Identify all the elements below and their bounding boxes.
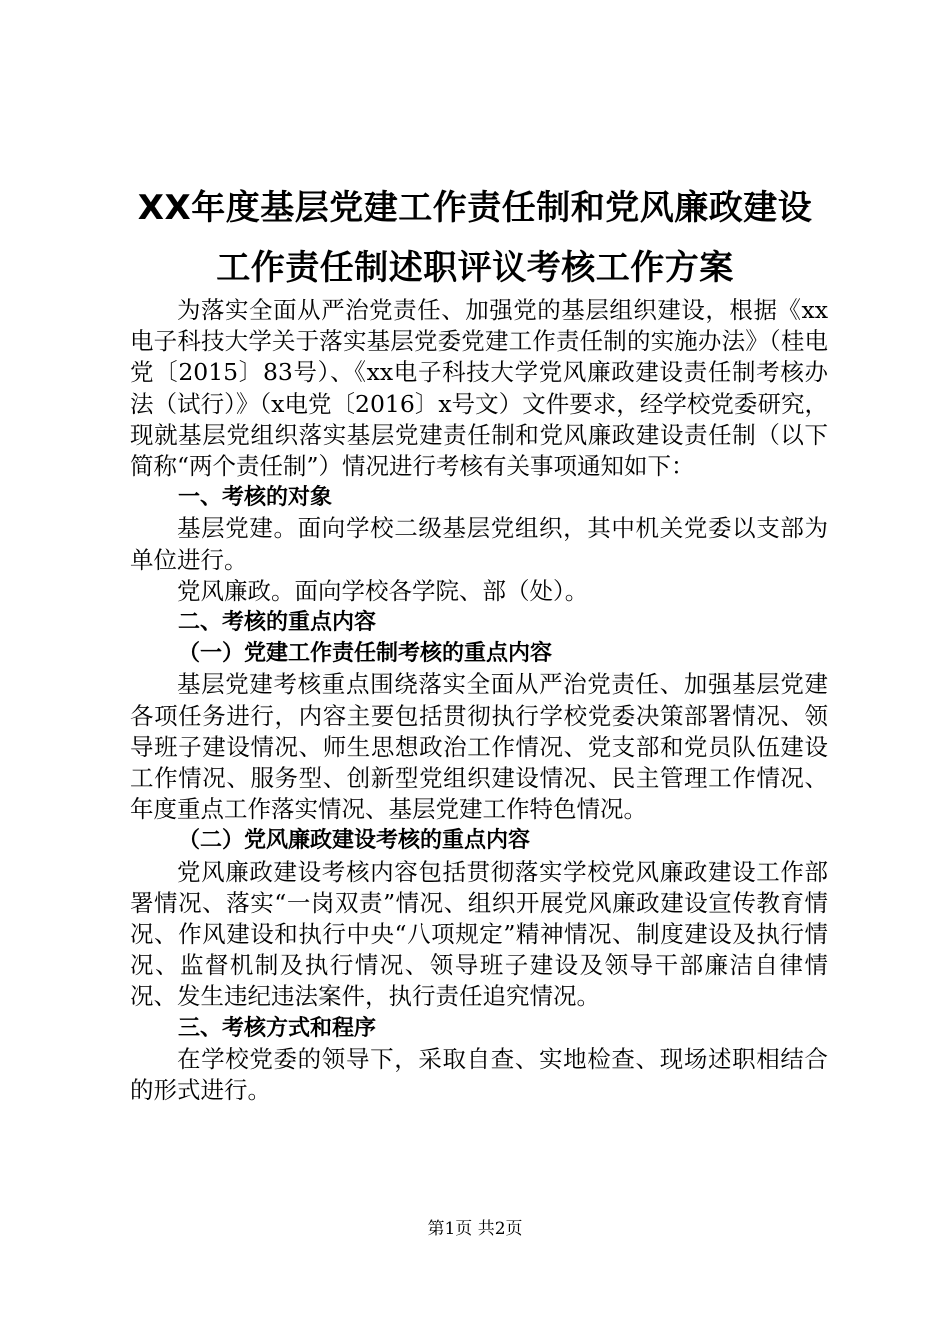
document-title-line-1: XX年度基层党建工作责任制和党风廉政建设 (137, 188, 813, 228)
section-1-paragraph-1: 基层党建。面向学校二级基层党组织，其中机关党委以支部为单位进行。 (130, 514, 828, 574)
page-number-footer: 第1页 共2页 (427, 1219, 523, 1239)
intro-paragraph: 为落实全面从严治党责任、加强党的基层组织建设，根据《xx电子科技大学关于落实基层党委党建工作责任制的实施办法》（桂电党〔2015〕83号）、《xx电子科技大学党风廉政建设责任制考核办法（试行）》（x电党〔2016〕x号文）文件要求，经学校党委研究，现就基层党组织落实基层党建责任制和党风廉政建设责任制（以下简称“两个责任制”）情况进行考核有关事项通知如下： (130, 296, 828, 481)
section-3-heading: 三、考核方式和程序 (178, 1015, 377, 1041)
section-2-sub-2-paragraph: 党风廉政建设考核内容包括贯彻落实学校党风廉政建设工作部署情况、落实“一岗双责”情况、组织开展党风廉政建设宣传教育情况、作风建设和执行中央“八项规定”精神情况、制度建设及执行情况、监督机制及执行情况、领导班子建设及领导干部廉洁自律情况、发生违纪违法案件，执行责任追究情况。 (130, 857, 828, 1011)
section-2-heading: 二、考核的重点内容 (178, 610, 377, 636)
section-2-subheading-1: （一）党建工作责任制考核的重点内容 (178, 641, 553, 667)
section-2-sub-1-paragraph: 基层党建考核重点围绕落实全面从严治党责任、加强基层党建各项任务进行，内容主要包括贯彻执行学校党委决策部署情况、领导班子建设情况、师生思想政治工作情况、党支部和党员队伍建设工作情况、服务型、创新型党组织建设情况、民主管理工作情况、年度重点工作落实情况、基层党建工作特色情况。 (130, 670, 828, 824)
section-1-heading: 一、考核的对象 (178, 485, 333, 511)
section-3-paragraph: 在学校党委的领导下，采取自查、实地检查、现场述职相结合的形式进行。 (130, 1044, 828, 1105)
section-1-paragraph-2: 党风廉政。面向学校各学院、部（处）。 (177, 576, 589, 605)
document-body (130, 295, 828, 1106)
document-title-line-2: 工作责任制述职评议考核工作方案 (216, 248, 734, 288)
section-2-subheading-2: （二）党风廉政建设考核的重点内容 (178, 828, 531, 854)
